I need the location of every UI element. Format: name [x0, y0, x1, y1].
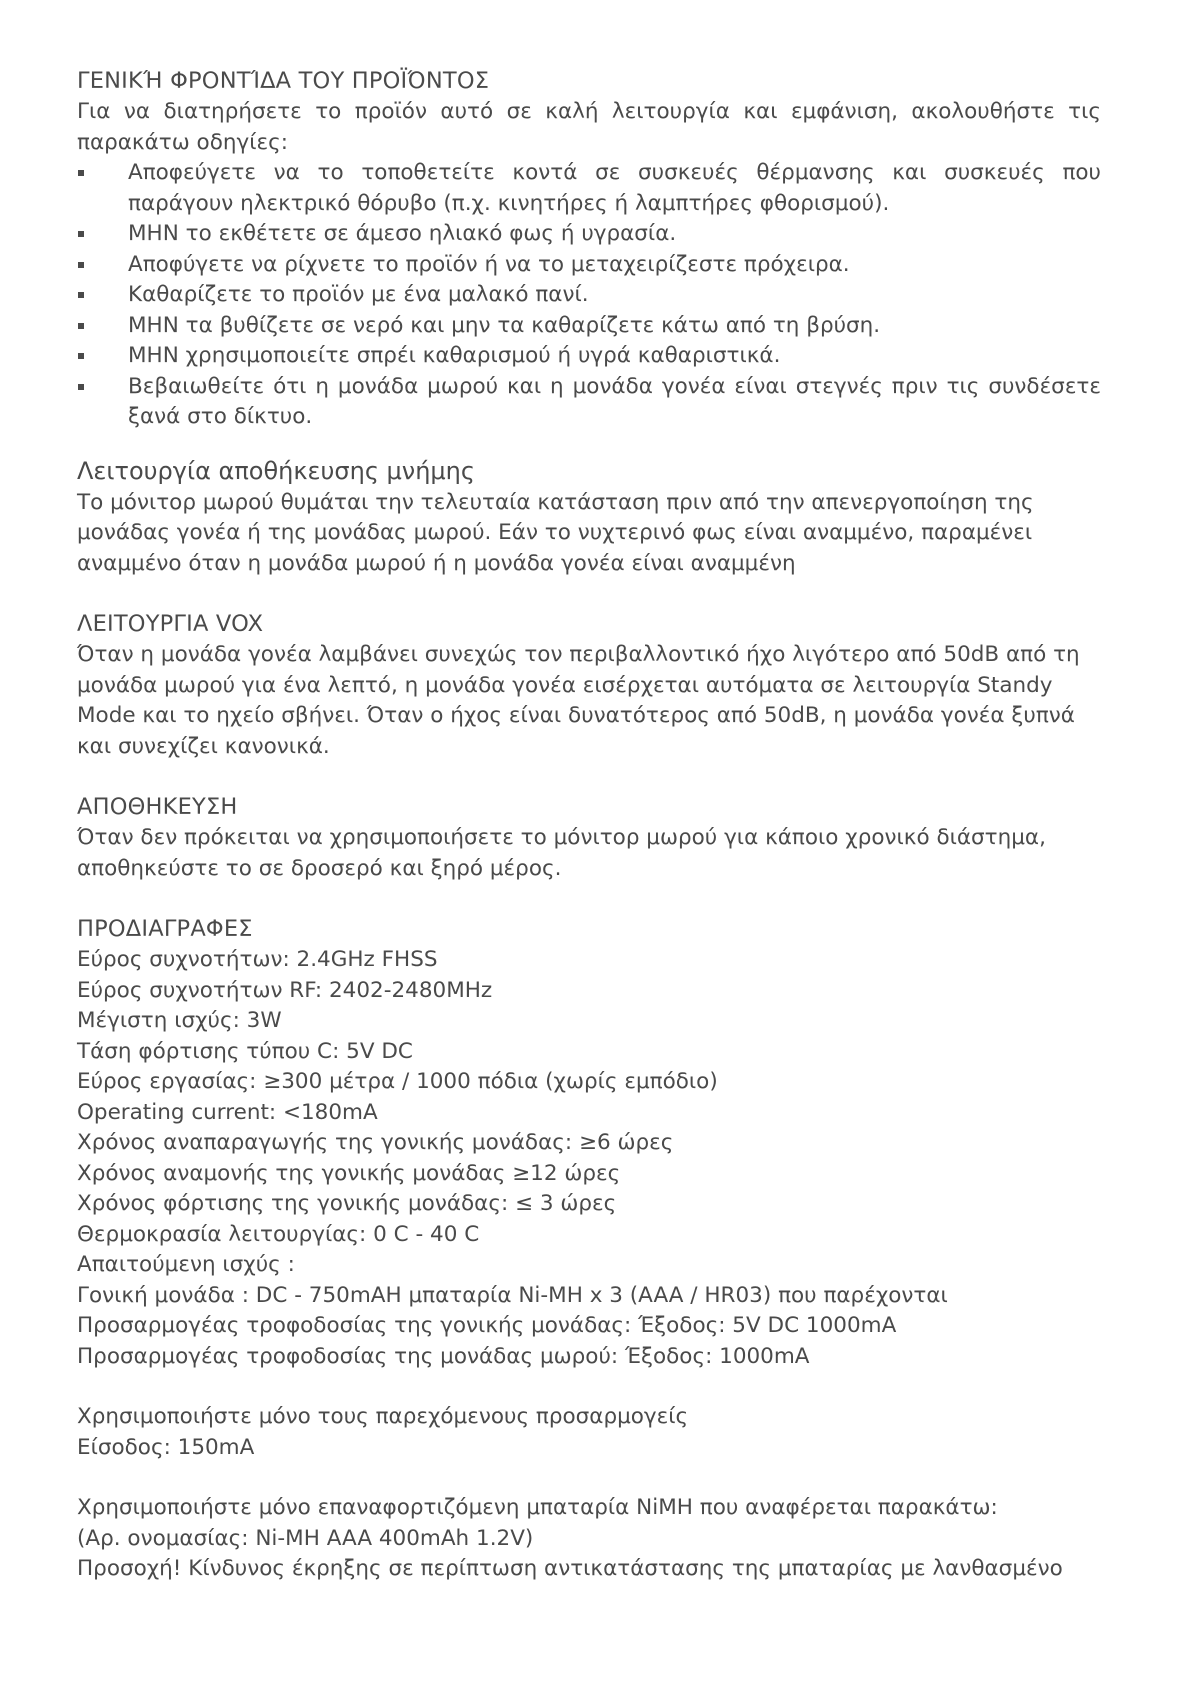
- spec-line: Εύρος εργασίας: ≥300 μέτρα / 1000 πόδια (χωρίς εμπόδιο): [77, 1069, 718, 1094]
- spec-line: Χρόνος φόρτισης της γονικής μονάδας: ≤ 3 ώρες: [77, 1191, 617, 1216]
- care-heading: ΓΕΝΙΚΉ ΦΡΟΝΤΊΔΑ ΤΟΥ ΠΡΟΪΌΝΤΟΣ: [77, 68, 490, 94]
- bullet-icon: [78, 292, 84, 298]
- adapters-line: Είσοδος: 150mA: [77, 1434, 255, 1460]
- adapters-line: Χρησιμοποιήστε μόνο τους παρεχόμενους προσαρμογείς: [77, 1404, 689, 1429]
- adapters-note: [77, 1402, 1101, 1463]
- vox-text: Όταν η μονάδα γονέα λαμβάνει συνεχώς τον περιβαλλοντικό ήχο λιγότερο από 50dB από τη μονάδα μωρού για ένα λεπτό, η μονάδα γονέα εισέρχεται αυτόματα σε λειτουργία Standy Mode και το ηχείο σβήνει. Όταν ο ήχος είναι δυνατότερος από 50dB, η μονάδα γονέα ξυπνά και συνεχίζει κανονικά.: [77, 642, 1080, 759]
- bullet-icon: [78, 353, 84, 359]
- spec-line: Θερμοκρασία λειτουργίας: 0 C - 40 C: [77, 1221, 480, 1247]
- spec-line: Εύρος συχνοτήτων: 2.4GHz FHSS: [77, 947, 438, 972]
- bullet-icon: [78, 231, 84, 237]
- care-item: Αποφεύγετε να το τοποθετείτε κοντά σε συσκευές θέρμανσης και συσκευές που παράγουν ηλεκτρικό θόρυβο (π.χ. κινητήρες ή λαμπτήρες φθορισμού).: [77, 158, 1101, 219]
- spec-line: Γονική μονάδα : DC - 750mAH μπαταρία Ni-MH x 3 (AAA / HR03) που παρέχονται: [77, 1282, 948, 1308]
- care-item: Αποφύγετε να ρίχνετε το προϊόν ή να το μεταχειρίζεστε πρόχειρα.: [77, 250, 1101, 281]
- spec-line: Προσαρμογέας τροφοδοσίας της μονάδας μωρού: Έξοδος: 1000mA: [77, 1343, 810, 1369]
- care-list: [77, 158, 1101, 433]
- bullet-icon: [78, 170, 84, 176]
- spec-line: Χρόνος αναπαραγωγής της γονικής μονάδας: ≥6 ώρες: [77, 1130, 674, 1155]
- care-item: ΜΗΝ τα βυθίζετε σε νερό και μην τα καθαρίζετε κάτω από τη βρύση.: [77, 311, 1101, 342]
- bullet-icon: [78, 384, 84, 390]
- spec-line: Χρόνος αναμονής της γονικής μονάδας ≥12 ώρες: [77, 1160, 621, 1186]
- spec-line: Προσαρμογέας τροφοδοσίας της γονικής μονάδας: Έξοδος: 5V DC 1000mA: [77, 1313, 897, 1338]
- spec-line: Operating current: <180mA: [77, 1099, 378, 1125]
- care-item: ΜΗΝ χρησιμοποιείτε σπρέι καθαρισμού ή υγρά καθαριστικά.: [77, 341, 1101, 372]
- battery-line: Προσοχή! Κίνδυνος έκρηξης σε περίπτωση αντικατάστασης της μπαταρίας με λανθασμένο: [77, 1556, 1063, 1581]
- spec-line: Απαιτούμενη ισχύς :: [77, 1252, 295, 1277]
- bullet-icon: [78, 262, 84, 268]
- care-item: Καθαρίζετε το προϊόν με ένα μαλακό πανί.: [77, 280, 1101, 311]
- care-intro: Για να διατηρήσετε το προϊόν αυτό σε καλή λειτουργία και εμφάνιση, ακολουθήστε τις παρακάτω οδηγίες:: [77, 99, 1101, 155]
- specs-list: [77, 945, 1101, 1372]
- specs-heading: ΠΡΟΔΙΑΓΡΑΦΕΣ: [77, 916, 253, 942]
- bullet-icon: [78, 323, 84, 329]
- spec-line: Μέγιστη ισχύς: 3W: [77, 1008, 282, 1033]
- battery-line: (Αρ. ονομασίας: Ni-MH AAA 400mAh 1.2V): [77, 1525, 534, 1551]
- document-page: [77, 66, 1101, 1585]
- battery-line: Χρησιμοποιήστε μόνο επαναφορτιζόμενη μπαταρία NiMH που αναφέρεται παρακάτω:: [77, 1495, 998, 1520]
- care-item: Βεβαιωθείτε ότι η μονάδα μωρού και η μονάδα γονέα είναι στεγνές πριν τις συνδέσετε ξανά στο δίκτυο.: [77, 372, 1101, 433]
- vox-heading: ΛΕΙΤΟΥΡΓΙΑ VOX: [77, 611, 264, 637]
- spec-line: Τάση φόρτισης τύπου C: 5V DC: [77, 1038, 413, 1064]
- care-item: ΜΗΝ το εκθέτετε σε άμεσο ηλιακό φως ή υγρασία.: [77, 219, 1101, 250]
- storage-heading: ΑΠΟΘΗΚΕΥΣΗ: [77, 794, 238, 820]
- battery-note: [77, 1493, 1101, 1585]
- spec-line: Εύρος συχνοτήτων RF: 2402-2480MHz: [77, 977, 493, 1003]
- memory-text: Το μόνιτορ μωρού θυμάται την τελευταία κατάσταση πριν από την απενεργοποίηση της μονάδας γονέα ή της μονάδας μωρού. Εάν το νυχτερινό φως είναι αναμμένο, παραμένει αναμμένο όταν η μονάδα μωρού ή η μονάδα γονέα είναι αναμμένη: [77, 489, 1034, 576]
- memory-heading: Λειτουργία αποθήκευσης μνήμης: [77, 456, 475, 485]
- storage-text: Όταν δεν πρόκειται να χρησιμοποιήσετε το μόνιτορ μωρού για κάποιο χρονικό διάστημα, αποθηκεύστε το σε δροσερό και ξηρό μέρος.: [77, 825, 1046, 881]
